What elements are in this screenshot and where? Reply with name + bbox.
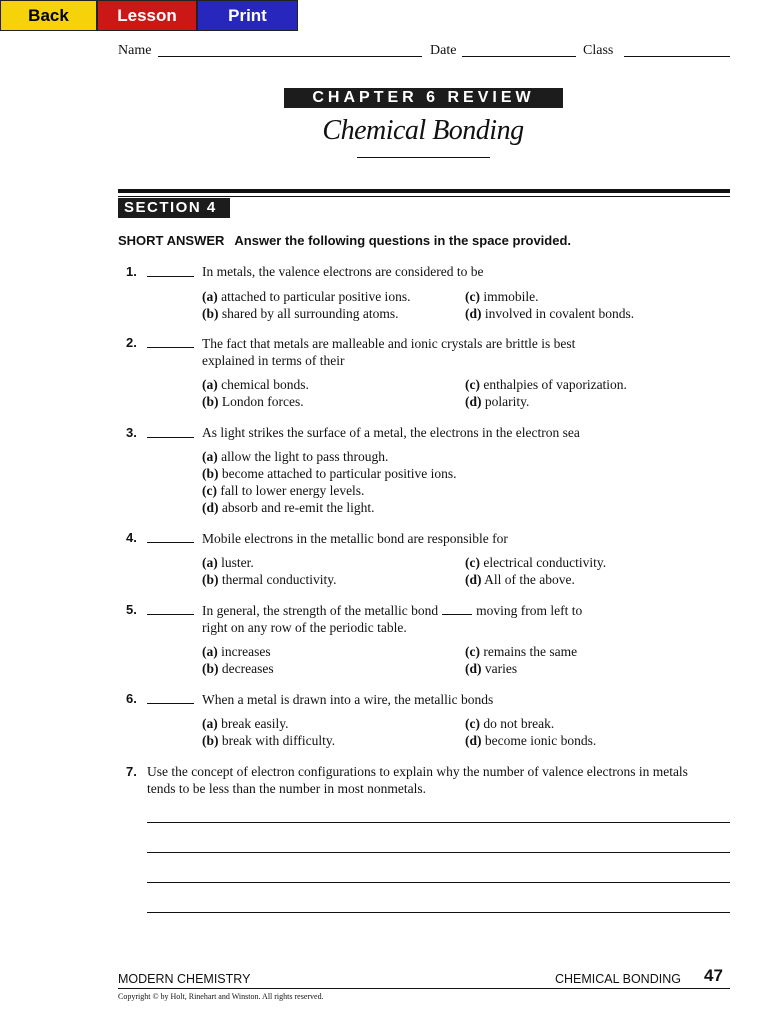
class-label: Class [583, 43, 614, 58]
answer-blank-3[interactable] [147, 437, 194, 438]
question-text: Mobile electrons in the metallic bond are responsible for [202, 531, 508, 546]
option: (c) do not break. [465, 716, 555, 731]
question-number: 4. [126, 530, 137, 545]
option: (b) decreases [202, 661, 274, 676]
option: (b) break with difficulty. [202, 733, 336, 748]
option: (d) All of the above. [465, 572, 575, 587]
chapter-banner: CHAPTER 6 REVIEW [284, 88, 563, 108]
instructions-lead: SHORT ANSWER [118, 233, 225, 248]
name-label: Name [118, 43, 152, 58]
footer-chapter-title: CHEMICAL BONDING [555, 972, 681, 986]
question-text: In general, the strength of the metallic bond moving from left to [202, 603, 583, 618]
option: (c) remains the same [465, 644, 578, 659]
answer-line[interactable] [147, 882, 730, 883]
print-button[interactable]: Print [197, 0, 298, 31]
question-number: 1. [126, 264, 137, 279]
question-text: As light strikes the surface of a metal, the electrons in the electron sea [202, 425, 580, 440]
option: (a) allow the light to pass through. [202, 449, 389, 464]
footer-rule [118, 988, 730, 989]
option: (d) involved in covalent bonds. [465, 306, 635, 321]
option: (d) become ionic bonds. [465, 733, 597, 748]
section-rule-thin [118, 196, 730, 197]
option: (b) London forces. [202, 394, 304, 409]
question-text: right on any row of the periodic table. [202, 620, 407, 635]
answer-blank-2[interactable] [147, 347, 194, 348]
option: (c) fall to lower energy levels. [202, 483, 365, 498]
option: (b) become attached to particular positive ions. [202, 466, 457, 481]
date-label: Date [430, 43, 457, 58]
instructions-text: Answer the following questions in the space provided. [234, 233, 572, 248]
option: (d) polarity. [465, 394, 530, 409]
option: (b) thermal conductivity. [202, 572, 337, 587]
option: (c) immobile. [465, 289, 539, 304]
answer-blank-6[interactable] [147, 703, 194, 704]
lesson-button[interactable]: Lesson [97, 0, 197, 31]
question-text: In metals, the valence electrons are considered to be [202, 264, 484, 279]
question-number: 5. [126, 602, 137, 617]
question-text: When a metal is drawn into a wire, the metallic bonds [202, 692, 494, 707]
option: (a) break easily. [202, 716, 289, 731]
option: (d) varies [465, 661, 518, 676]
option: (d) absorb and re-emit the light. [202, 500, 375, 515]
answer-line[interactable] [147, 852, 730, 853]
option: (a) luster. [202, 555, 254, 570]
page-title: Chemical Bonding [322, 115, 524, 146]
copyright: Copyright © by Holt, Rinehart and Winston. All rights reserved. [118, 992, 324, 1001]
question-text: explained in terms of their [202, 353, 345, 368]
back-button[interactable]: Back [0, 0, 97, 31]
section-tab: SECTION 4 [118, 198, 230, 218]
title-underline [357, 157, 490, 158]
question-text: Use the concept of electron configurations to explain why the number of valence electrons in metals [147, 764, 688, 779]
name-field[interactable] [158, 56, 422, 57]
answer-line[interactable] [147, 822, 730, 823]
option: (b) shared by all surrounding atoms. [202, 306, 399, 321]
option: (a) attached to particular positive ions. [202, 289, 411, 304]
answer-blank-4[interactable] [147, 542, 194, 543]
section-rule-thick [118, 189, 730, 193]
question-number: 2. [126, 335, 137, 350]
page-number: 47 [704, 966, 723, 985]
option: (a) chemical bonds. [202, 377, 309, 392]
option: (c) electrical conductivity. [465, 555, 607, 570]
option: (c) enthalpies of vaporization. [465, 377, 627, 392]
footer-book-title: MODERN CHEMISTRY [118, 972, 251, 986]
class-field[interactable] [624, 56, 730, 57]
inline-blank [442, 604, 472, 615]
question-number: 7. [126, 764, 137, 779]
date-field[interactable] [462, 56, 576, 57]
question-number: 3. [126, 425, 137, 440]
question-text: tends to be less than the number in most nonmetals. [147, 781, 426, 796]
instructions [118, 233, 571, 248]
question-number: 6. [126, 691, 137, 706]
answer-blank-5[interactable] [147, 614, 194, 615]
answer-blank-1[interactable] [147, 276, 194, 277]
option: (a) increases [202, 644, 271, 659]
answer-line[interactable] [147, 912, 730, 913]
question-text: The fact that metals are malleable and ionic crystals are brittle is best [202, 336, 576, 351]
